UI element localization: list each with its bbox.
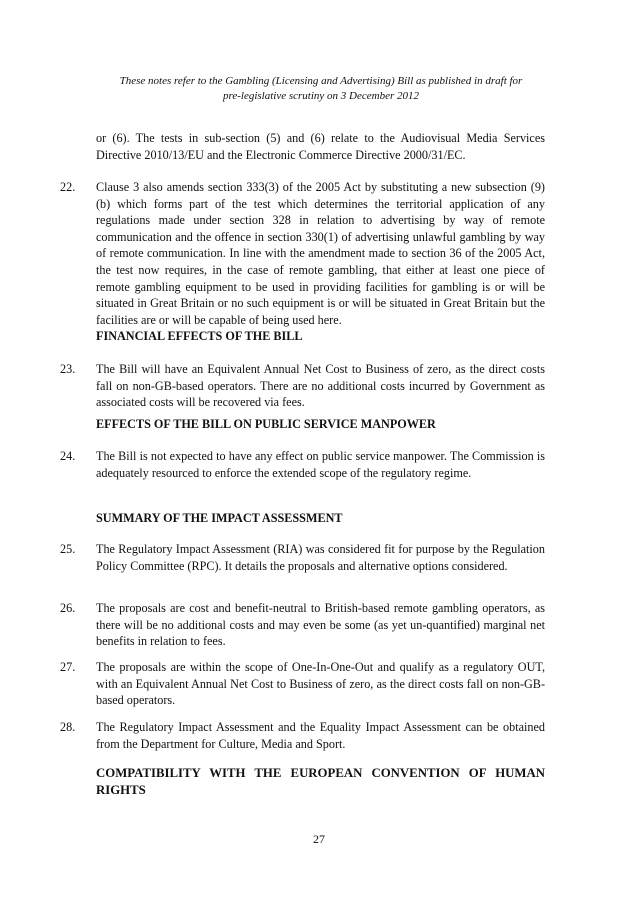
paragraph-number-23: 23. — [60, 362, 76, 376]
paragraph-23: The Bill will have an Equivalent Annual Net Cost to Business of zero, as the direct costs fall on non-GB-based operators. There are no additional costs incurred by Government as associated costs will be recovered via fees. — [96, 362, 545, 410]
paragraph-24: The Bill is not expected to have any effect on public service manpower. The Commission is adequately resourced to enforce the extended scope of the regulatory regime. — [96, 449, 545, 480]
paragraph-number-28: 28. — [60, 720, 76, 734]
header-line-1: These notes refer to the Gambling (Licensing and Advertising) Bill as published in draft for — [119, 75, 523, 87]
paragraph-number-27: 27. — [60, 660, 76, 674]
paragraph-22: Clause 3 also amends section 333(3) of the 2005 Act by substituting a new subsection (9)(b) which forms part of the test which determines the territorial application of any regulations made under section 328 in relation to advertising by way of remote communication and the offence in section 330(1) of advertising unlawful gambling by way of remote communication. In line with the amendment made to section 36 of the 2005 Act, the test now requires, in the case of remote gambling, that either at least one piece of remote gambling equipment to be used in providing facilities for gambling is or will be situated in Great Britain or no such equipment is or will be situated in Great Britain but the facilities are or will be capable of being used here. — [96, 180, 545, 327]
paragraph-number-24: 24. — [60, 449, 76, 463]
paragraph-number-22: 22. — [60, 180, 76, 194]
paragraph-number-26: 26. — [60, 601, 76, 615]
running-header — [96, 74, 546, 104]
paragraph-28: The Regulatory Impact Assessment and the Equality Impact Assessment can be obtained from the Department for Culture, Media and Sport. — [96, 720, 545, 751]
header-line-2: pre-legislative scrutiny on 3 December 2012 — [222, 90, 419, 102]
heading-impact-assessment: SUMMARY OF THE IMPACT ASSESSMENT — [96, 511, 343, 525]
paragraph-number-25: 25. — [60, 542, 76, 556]
heading-financial-effects: FINANCIAL EFFECTS OF THE BILL — [96, 329, 303, 343]
heading-echr-compatibility: COMPATIBILITY WITH THE EUROPEAN CONVENTION OF HUMAN RIGHTS — [96, 766, 545, 797]
continuation-paragraph: or (6). The tests in sub-section (5) and (6) relate to the Audiovisual Media Services Directive 2010/13/EU and the Electronic Commerce Directive 2000/31/EC. — [96, 131, 545, 162]
paragraph-25: The Regulatory Impact Assessment (RIA) was considered fit for purpose by the Regulation Policy Committee (RPC). It details the proposals and alternative options considered. — [96, 542, 545, 573]
page-number: 27 — [313, 832, 325, 846]
heading-public-service-manpower: EFFECTS OF THE BILL ON PUBLIC SERVICE MANPOWER — [96, 417, 436, 431]
paragraph-26: The proposals are cost and benefit-neutral to British-based remote gambling operators, as there will be no additional costs and may even be some (as yet un-quantified) marginal net benefits in relation to fees. — [96, 601, 545, 649]
paragraph-27: The proposals are within the scope of One-In-One-Out and qualify as a regulatory OUT, with an Equivalent Annual Net Cost to Business of zero, as the direct costs fall on non-GB-based operators. — [96, 660, 545, 708]
